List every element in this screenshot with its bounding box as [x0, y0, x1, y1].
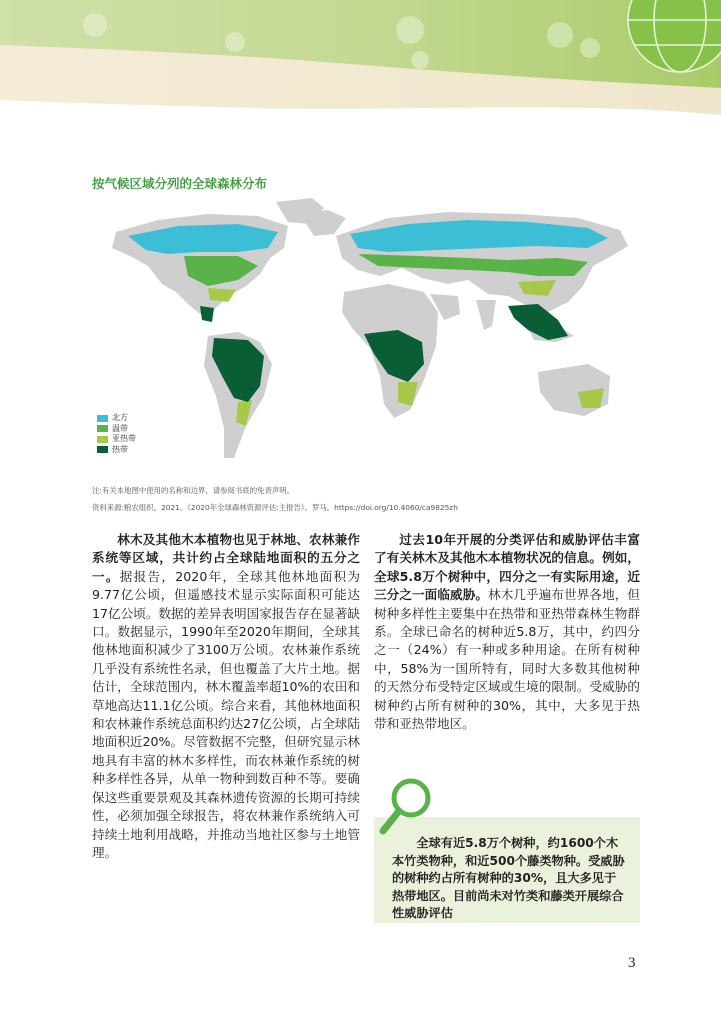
- legend-item-subtropical: [97, 434, 136, 445]
- magnifier-icon: [377, 776, 437, 838]
- left-column-body: 据报告，2020年，全球其他林地面积为9.77亿公顷，但遥感技术显示实际面积可能达17亿公顷。数据的差异表明国家报告存在显著缺口。数据显示，1990年至2020年期间，全球其他林地面积减少了3100万公顷。农林兼作系统几乎没有系统性名录，但也覆盖了大片土地。据估计，全球范围内，林木覆盖率超10%的农田和草地高达11.1亿公顷。综合来看，其他林地面积和农林兼作系统总面积约达27亿公顷，占全球陆地面积近20%。尽管数据不完整，但研究显示林地具有丰富的林木多样性，而农林兼作系统的树种多样性各异，从单一物种到数百种不等。要确保这些重要景观及其森林遗传资源的长期可持续性，必须加强全球报告，将农林兼作系统纳入可持续土地利用战略，并推动当地社区参与土地管理。: [92, 568, 360, 860]
- left-column-lead: 林木及其他木本植物也见于林地、农林兼作系统等区域，共计约占全球陆地面积的五分之一。: [92, 532, 360, 584]
- header-banner: [0, 0, 721, 140]
- legend-swatch-boreal: [97, 415, 108, 422]
- legend-swatch-temperate: [97, 425, 108, 432]
- map-note: 注:有关本地图中使用的名称和边界，请参阅书底的免责声明。: [92, 486, 295, 495]
- map-legend: [97, 413, 136, 455]
- legend-item-boreal: [97, 413, 136, 424]
- callout-text: 全球有近5.8万个树种，约1600个木本竹类物种，和近500个藤类物种。受威胁的树种约占所有树种的30%，且大多见于热带地区。目前尚未对竹类和藤类开展综合性威胁评估: [392, 836, 625, 920]
- map-source: 资料来源:粮农组织。2021。《2020年全球森林资源评估:主报告》。罗马。https://doi.org/10.4060/ca9825zh: [92, 503, 458, 512]
- right-column: [374, 531, 640, 733]
- right-column-body: 林木几乎遍布世界各地，但树种多样性主要集中在热带和亚热带森林生物群系。全球已命名的树种近5.8万，其中，约四分之一（24%）有一种或多种用途。在所有树种中，58%为一国所特有，同时大多数其他树种的天然分布受特定区域或生境的限制。受威胁的树种约占所有树种的30%，其中，大多见于热带和亚热带地区。: [374, 587, 641, 732]
- legend-label: 热带: [112, 444, 128, 454]
- legend-swatch-tropical: [97, 446, 108, 453]
- world-forest-map: [88, 196, 636, 472]
- legend-label: 亚热带: [112, 434, 136, 443]
- right-column-lead: 过去10年开展的分类评估和威胁评估丰富了有关林木及其他木本植物状况的信息。例如，全球5.8万个树种中，四分之一有实际用途，近三分之一面临威胁。: [374, 532, 640, 603]
- legend-label: 温带: [112, 423, 128, 433]
- legend-label: 北方: [112, 413, 128, 422]
- map-title: 按气候区域分列的全球森林分布: [92, 176, 268, 191]
- legend-item-tropical: [97, 445, 136, 456]
- legend-swatch-subtropical: [97, 436, 108, 443]
- page-number: 3: [628, 955, 636, 971]
- legend-item-temperate: [97, 424, 136, 435]
- left-column: [92, 531, 360, 862]
